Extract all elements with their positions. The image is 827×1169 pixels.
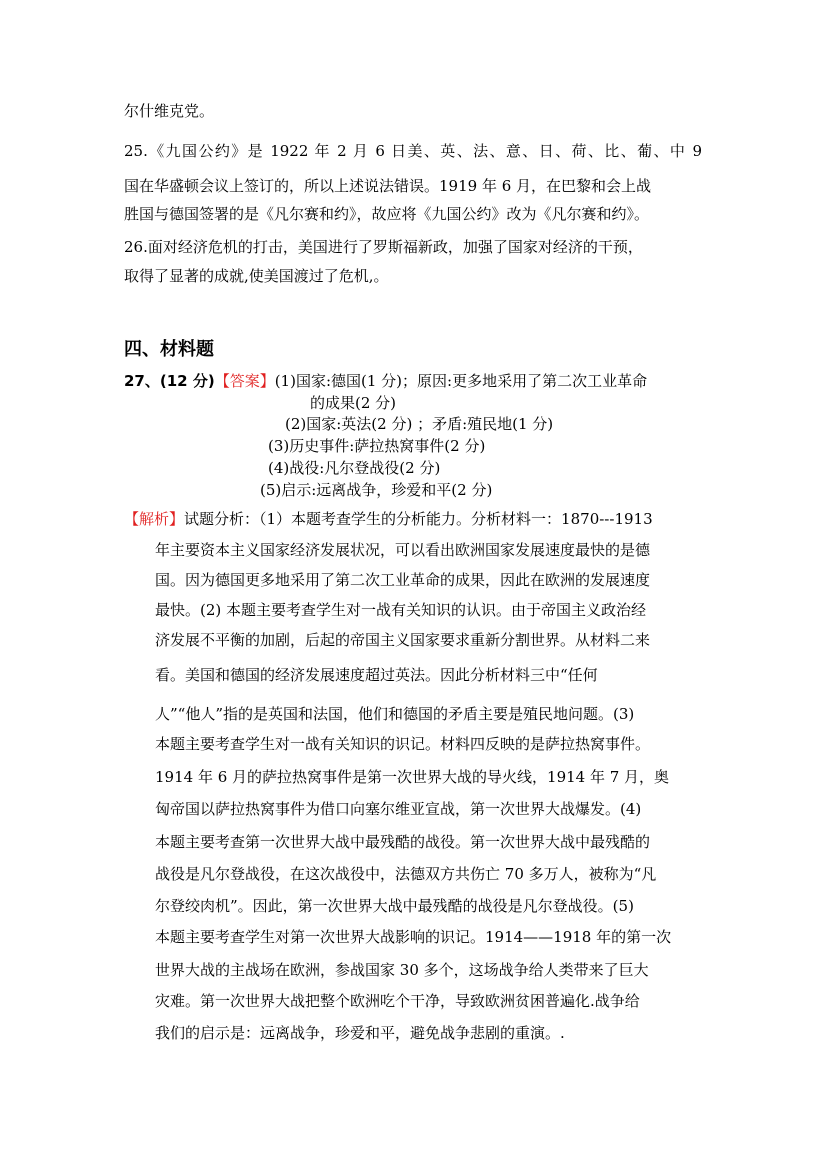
analysis-tag: 【解析】	[124, 510, 185, 528]
item-26-line-1: 26.面对经济危机的打击，美国进行了罗斯福新政，加强了国家对经济的干预，	[124, 238, 643, 256]
answer-line-4: (3)历史事件:萨拉热窝事件(2 分)	[268, 437, 486, 455]
question-27-header	[124, 371, 647, 391]
analysis-line: 灾难。第一次世界大战把整个欧洲吃个干净，导致欧洲贫困普遍化.战争给	[155, 992, 640, 1010]
answer-line-6: (5)启示:远离战争，珍爱和平(2 分)	[260, 481, 493, 499]
question-label: 27、(12 分)	[124, 372, 215, 390]
section-heading: 四、材料题	[124, 339, 214, 360]
analysis-line: 我们的启示是：远离战争，珍爱和平，避免战争悲剧的重演。.	[155, 1024, 565, 1042]
answer-tag: 【答案】	[214, 372, 275, 390]
item-25-line-3: 胜国与德国签署的是《凡尔赛和约》，故应将《九国公约》改为《凡尔赛和约》。	[124, 205, 650, 223]
analysis-text-first: 试题分析：（1）本题考查学生的分析能力。分析材料一：1870---1913	[184, 510, 653, 528]
item-25-line-1: 25.《九国公约》是 1922 年 2 月 6 日美、英、法、意、日、荷、比、葡、中 9	[124, 142, 702, 160]
analysis-line: 看。美国和德国的经济发展速度超过英法。因此分析材料三中“任何	[155, 666, 598, 684]
analysis-first-line	[124, 509, 653, 529]
analysis-line: 战役是凡尔登战役，在这次战役中，法德双方共伤亡 70 多万人，被称为“凡	[155, 865, 657, 883]
analysis-line: 国。因为德国更多地采用了第二次工业革命的成果，因此在欧洲的发展速度	[155, 571, 651, 589]
answer-line-3: (2)国家:英法(2 分) ；矛盾:殖民地(1 分)	[285, 415, 554, 433]
analysis-line: 本题主要考查第一次世界大战中最残酷的战役。第一次世界大战中最残酷的	[155, 833, 651, 851]
item-26-line-2: 取得了显著的成就,使美国渡过了危机,。	[124, 267, 389, 285]
answer-line-5: (4)战役:凡尔登战役(2 分)	[268, 459, 441, 477]
analysis-line: 本题主要考查学生对一战有关知识的识记。材料四反映的是萨拉热窝事件。	[155, 735, 651, 753]
answer-line-1: (1)国家:德国(1 分)；原因:更多地采用了第二次工业革命	[274, 372, 648, 390]
analysis-line: 本题主要考查学生对第一次世界大战影响的识记。1914——1918 年的第一次	[155, 928, 672, 946]
text-line: 尔什维克党。	[124, 102, 215, 120]
analysis-line: 1914 年 6 月的萨拉热窝事件是第一次世界大战的导火线，1914 年 7 月，奥	[155, 768, 670, 786]
analysis-line: 匈帝国以萨拉热窝事件为借口向塞尔维亚宣战，第一次世界大战爆发。(4)	[155, 800, 642, 818]
analysis-line: 人”“他人”指的是英国和法国，他们和德国的矛盾主要是殖民地问题。(3)	[155, 705, 635, 723]
answer-line-2: 的成果(2 分)	[310, 394, 397, 412]
analysis-line: 世界大战的主战场在欧洲，参战国家 30 多个，这场战争给人类带来了巨大	[155, 961, 649, 979]
analysis-line: 尔登绞肉机”。因此，第一次世界大战中最残酷的战役是凡尔登战役。(5)	[155, 897, 634, 915]
item-25-line-2: 国在华盛顿会议上签订的，所以上述说法错误。1919 年 6 月，在巴黎和会上战	[124, 177, 652, 195]
analysis-line: 年主要资本主义国家经济发展状况，可以看出欧洲国家发展速度最快的是德	[155, 541, 651, 559]
analysis-line: 济发展不平衡的加剧，后起的帝国主义国家要求重新分割世界。从材料二来	[155, 631, 651, 649]
analysis-line: 最快。(2) 本题主要考查学生对一战有关知识的认识。由于帝国主义政治经	[155, 601, 647, 619]
